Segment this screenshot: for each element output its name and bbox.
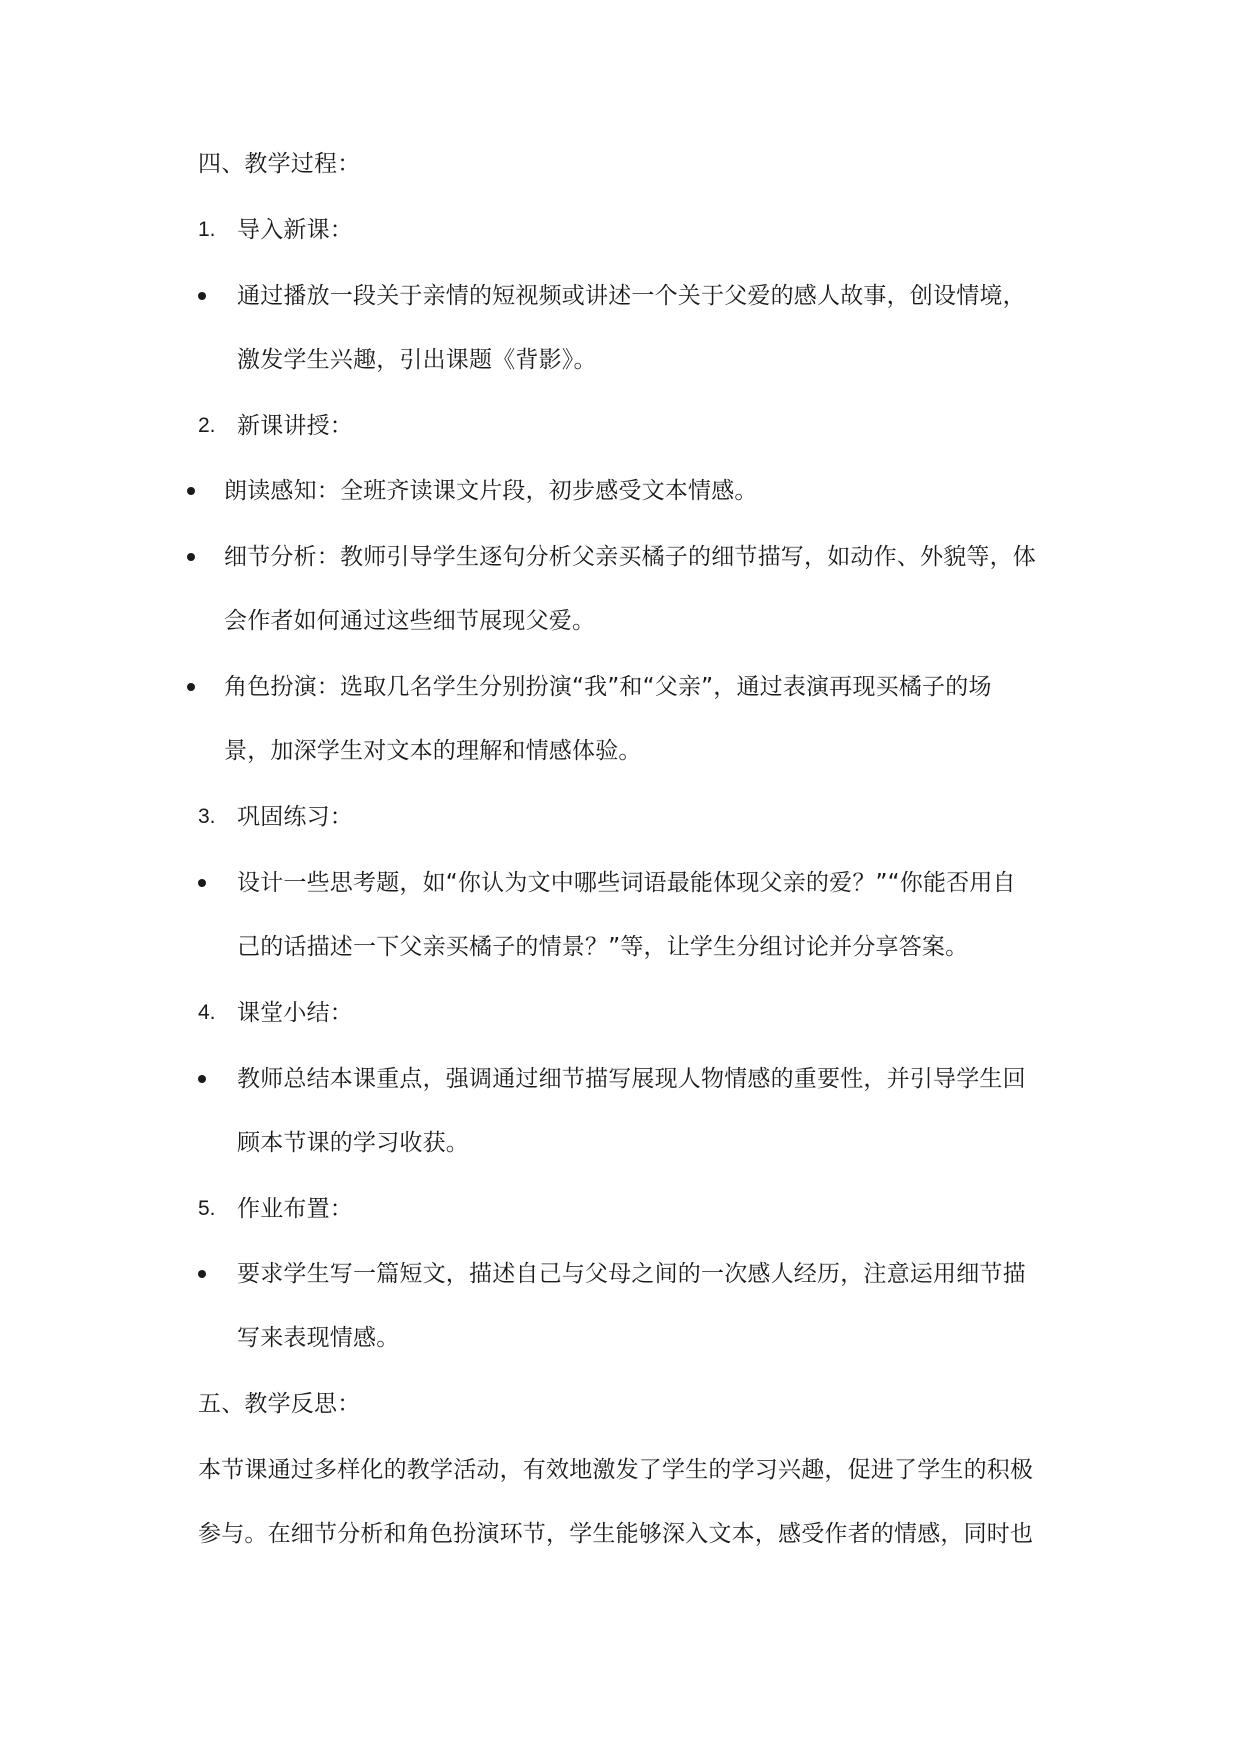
section-heading-teaching-reflection: 五、教学反思： [198, 1391, 361, 1417]
bullet-text-line: 角色扮演：选取几名学生分别扮演“我”和“父亲”，通过表演再现买橘子的场 [224, 674, 992, 700]
bullet-text-line: 会作者如何通过这些细节展现父爱。 [224, 608, 596, 634]
step-number: 5. [198, 1197, 216, 1220]
step-title: 导入新课： [237, 217, 353, 243]
step-title: 课堂小结： [237, 1000, 353, 1026]
bullet-text-line: 景，加深学生对文本的理解和情感体验。 [224, 738, 642, 764]
step-title: 新课讲授： [237, 413, 353, 439]
bullet-text-line: 细节分析：教师引导学生逐句分析父亲买橘子的细节描写，如动作、外貌等，体 [224, 544, 1036, 570]
bullet-icon [187, 553, 195, 561]
bullet-icon [198, 879, 206, 887]
bullet-text-line: 要求学生写一篇短文，描述自己与父母之间的一次感人经历，注意运用细节描 [237, 1261, 1026, 1287]
bullet-icon [198, 1270, 206, 1278]
bullet-text-line: 设计一些思考题，如“你认为文中哪些词语最能体现父亲的爱？”“你能否用自 [237, 870, 1016, 896]
bullet-icon [198, 292, 206, 300]
bullet-text-line: 己的话描述一下父亲买橘子的情景？”等，让学生分组讨论并分享答案。 [237, 934, 969, 960]
bullet-text-line: 激发学生兴趣，引出课题《背影》。 [237, 347, 597, 373]
bullet-icon [187, 683, 195, 691]
step-number: 3. [198, 805, 216, 828]
bullet-text-line: 写来表现情感。 [237, 1325, 400, 1351]
step-number: 2. [198, 414, 216, 437]
bullet-icon [187, 487, 195, 495]
bullet-text-line: 朗读感知：全班齐读课文片段，初步感受文本情感。 [224, 478, 758, 504]
step-number: 1. [198, 218, 216, 241]
step-number: 4. [198, 1001, 216, 1024]
bullet-icon [198, 1075, 206, 1083]
bullet-text-line: 顾本节课的学习收获。 [237, 1130, 469, 1156]
step-title: 巩固练习： [237, 804, 353, 830]
bullet-text-line: 教师总结本课重点，强调通过细节描写展现人物情感的重要性，并引导学生回 [237, 1066, 1026, 1092]
bullet-text-line: 通过播放一段关于亲情的短视频或讲述一个关于父爱的感人故事，创设情境， [237, 283, 1026, 309]
paragraph-line: 参与。在细节分析和角色扮演环节，学生能够深入文本，感受作者的情感，同时也 [198, 1521, 1034, 1547]
paragraph-line: 本节课通过多样化的教学活动，有效地激发了学生的学习兴趣，促进了学生的积极 [198, 1457, 1034, 1483]
step-title: 作业布置： [237, 1196, 353, 1222]
section-heading-teaching-process: 四、教学过程： [198, 151, 361, 177]
